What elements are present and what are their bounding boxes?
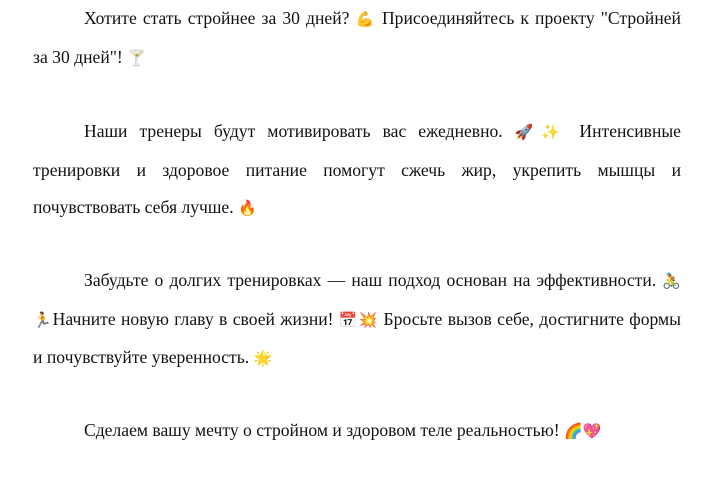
fire-icon: 🔥 [238, 199, 257, 218]
star-icon: 🌟 [253, 349, 273, 368]
paragraph-1-text-1: Хотите стать стройнее за 30 дней? [84, 8, 356, 28]
heart-icon: 💖 [582, 421, 602, 440]
paragraph-3-text-3: Бросьте вызов себе, достигните формы и почувствуйте уверенность. [33, 308, 681, 368]
paragraph-2-text-2: Интенсивные тренировки и здоровое питание помогут сжечь жир, укрепить мышцы и почувствовать себя лучше. [33, 121, 681, 218]
paragraph-1 [33, 0, 681, 77]
cyclist-icon: 🚴 [662, 271, 681, 290]
calendar-icon: 📅 [338, 310, 359, 329]
rocket-icon: 🚀 [514, 123, 542, 142]
paragraph-3-text-1: Забудьте о долгих тренировках — наш подход основан на эффективности. [84, 269, 663, 290]
paragraph-2 [33, 113, 681, 228]
paragraph-3 [33, 262, 681, 378]
sparkles-icon: ✨ [541, 123, 568, 142]
paragraph-4 [33, 412, 681, 451]
paragraph-1-text-2: Присоединяйтесь к проекту "Стройней за 30 дней"! [33, 8, 681, 67]
document-body [33, 0, 681, 450]
cocktail-glass-icon: 🍸 [127, 48, 146, 67]
rainbow-icon: 🌈 [564, 421, 583, 440]
paragraph-3-text-2: Начните новую главу в своей жизни! [52, 308, 339, 329]
burst-icon: 💥 [358, 310, 379, 329]
paragraph-2-text-1: Наши тренеры будут мотивировать вас ежедневно. [84, 121, 515, 142]
flexed-biceps-icon: 💪 [355, 10, 376, 28]
runner-icon: 🏃 [33, 310, 53, 329]
paragraph-4-text-1: Сделаем вашу мечту о стройном и здоровом теле реальностью! [84, 419, 564, 440]
